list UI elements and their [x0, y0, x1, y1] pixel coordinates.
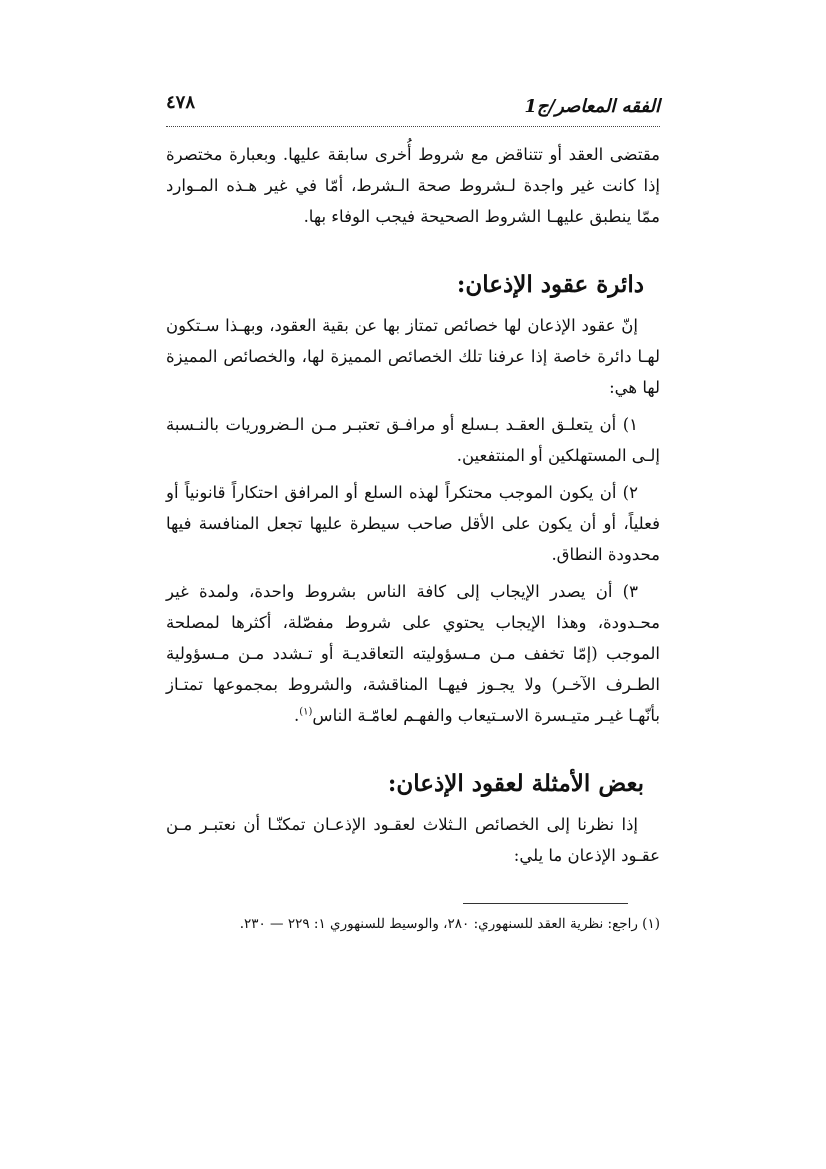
list-item-3-end: . — [293, 706, 300, 725]
page-number: ٤٧٨ — [166, 92, 196, 113]
book-title: الفقه المعاصر/ج1 — [524, 96, 660, 117]
footnote: (١) راجع: نظرية العقد للسنهوري: ٢٨٠، والوسيط للسنهوري ١: ٢٢٩ — ٢٣٠. — [239, 916, 660, 932]
footnote-divider — [463, 903, 628, 904]
document-page — [166, 90, 660, 936]
intro-paragraph: مقتضى العقد أو تتناقض مع شروط أُخرى سابقة عليها. وبعبارة مختصرة إذا كانت غير واجدة لـشروط صحة الـشرط، أمّا في غير هـذه المـوارد ممّا ينطبق عليهـا الشروط الصحيحة فيجب الوفاء بها. — [166, 145, 660, 226]
running-header — [166, 90, 660, 127]
list-item-2: ٢) أن يكون الموجب محتكراً لهذه السلع أو المرافق احتكاراً قانونياً أو فعلياً، أو أن يكون على الأقل صاحب سيطرة عليها تجعل المنافسة فيها محدودة النطاق. — [166, 483, 660, 564]
section-heading-adhesion-scope: دائرة عقود الإذعان: — [456, 271, 644, 298]
list-item-3-text: ٣) أن يصدر الإيجاب إلى كافة الناس بشروط واحدة، ولمدة غير محـدودة، وهذا الإيجاب يحتوي على شروط مفصّلة، أكثرها لمصلحة الموجب (إمّا تخفف مـن مـسؤوليته التعاقديـة أو تـشدد مـن مـسؤولية الطـرف الآخـر) ولا يجـوز فيهـا المناقشة، والشروط بمجموعها تمتـاز بأنّهـا غيـر متيـسرة الاسـتيعاب والفهـم لعامّـة الناس — [166, 582, 660, 725]
list-item-1: ١) أن يتعلـق العقـد بـسلع أو مرافـق تعتبـر مـن الـضروريات بالنـسبة إلـى المستهلكين أو المنتفعين. — [166, 415, 660, 465]
list-item-3 — [166, 576, 660, 731]
footnote-reference: (١) — [299, 706, 313, 718]
section-intro-paragraph: إنّ عقود الإذعان لها خصائص تمتاز بها عن بقية العقود، وبهـذا سـتكون لهـا دائرة خاصة إذا عرفنا تلك الخصائص المميزة لها، والخصائص المميزة لها هي: — [166, 316, 660, 397]
examples-paragraph: إذا نظرنا إلى الخصائص الـثلاث لعقـود الإذعـان تمكنّـا أن نعتبـر مـن عقـود الإذعان ما يلي: — [166, 815, 660, 865]
section-heading-examples: بعض الأمثلة لعقود الإذعان: — [387, 770, 644, 797]
